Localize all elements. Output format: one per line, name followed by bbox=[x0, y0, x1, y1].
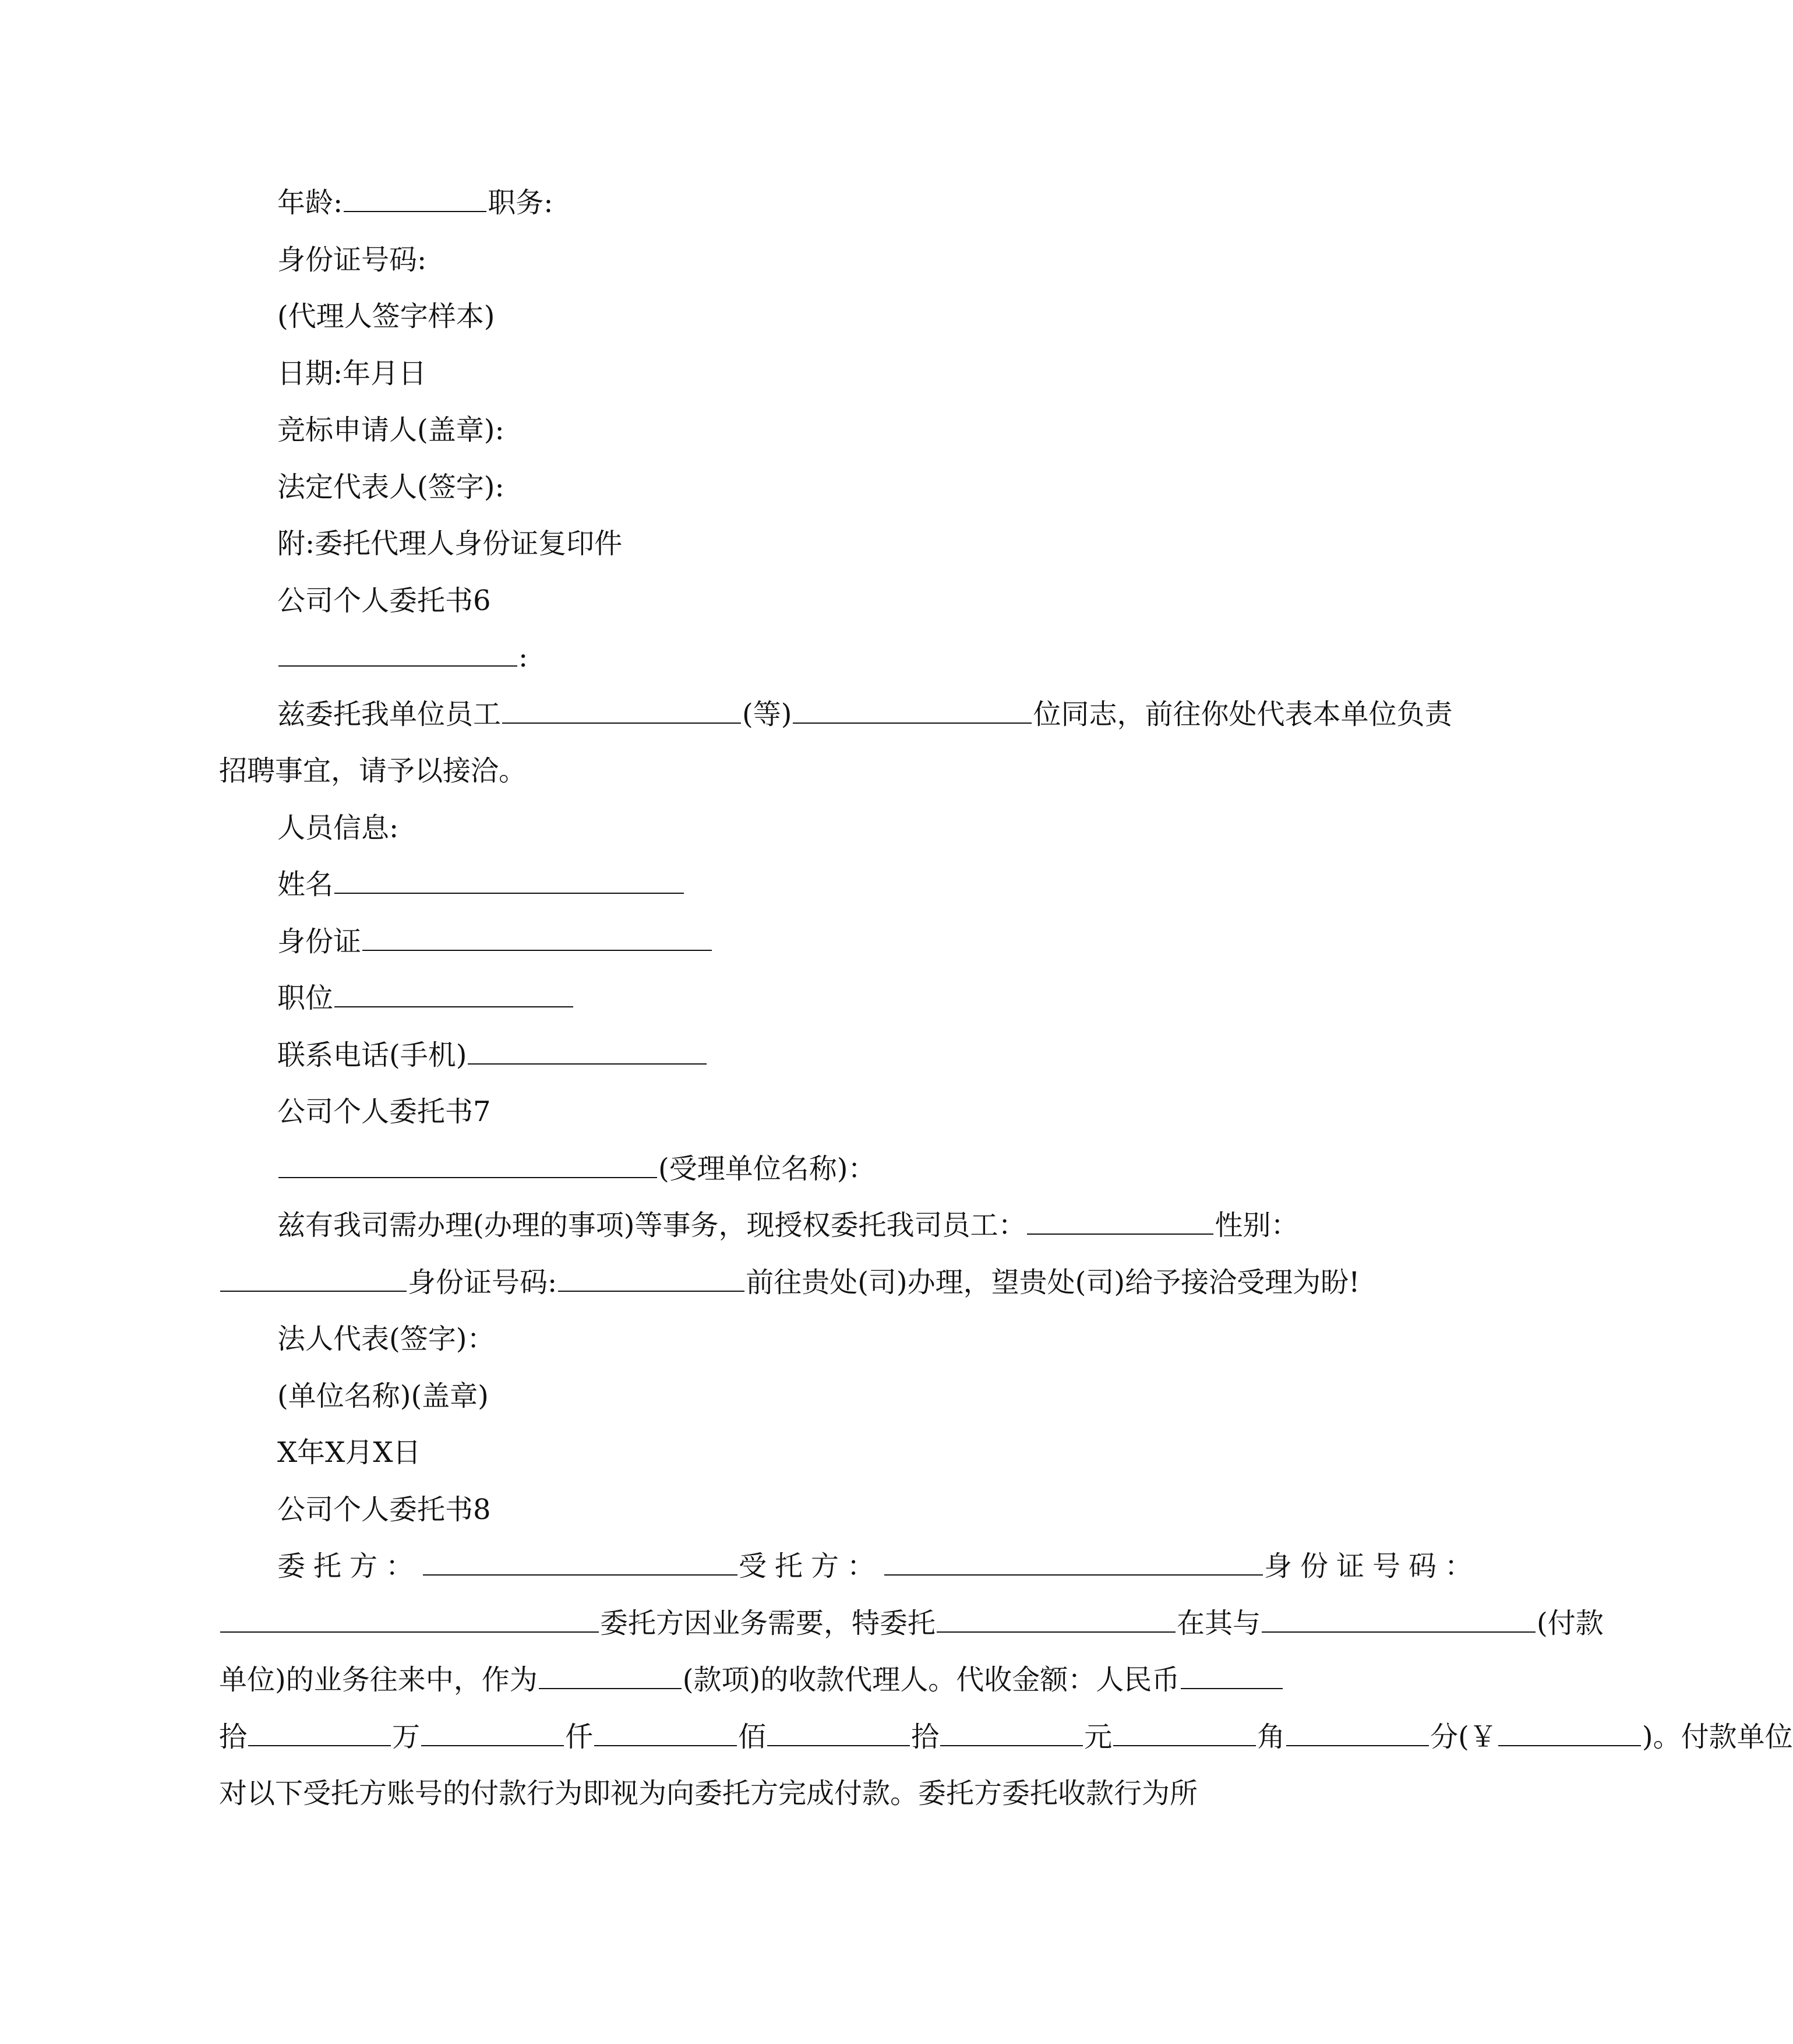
authorization-text-a: 兹有我司需办理(办理的事项)等事务，现授权委托我司员工： bbox=[277, 1209, 1026, 1242]
entrust-text-c: 位同志，前往你处代表本单位负责 bbox=[1033, 697, 1453, 731]
attachment-line: 附:委托代理人身份证复印件 bbox=[277, 527, 623, 560]
amount-blank-yen bbox=[1498, 1745, 1641, 1746]
entrust-text-a: 兹委托我单位员工 bbox=[277, 697, 502, 731]
amount-blank-yuan bbox=[940, 1745, 1083, 1746]
entrust-paragraph-line-2: 招聘事宜，请予以接洽。 bbox=[219, 755, 527, 787]
authorization-line-1 bbox=[219, 1197, 1299, 1254]
authorization-line-2 bbox=[219, 1254, 1360, 1312]
amount-qian: 仟 bbox=[565, 1720, 594, 1753]
agent-id-label: 身份证号码： bbox=[1264, 1550, 1481, 1583]
age-label: 年龄: bbox=[277, 186, 343, 219]
amount-blank-wan bbox=[248, 1745, 391, 1746]
position-blank bbox=[334, 1006, 573, 1007]
section-heading-7: 公司个人委托书7 bbox=[277, 1095, 491, 1128]
addressee-blank bbox=[278, 665, 517, 667]
agent-label: 受托方： bbox=[739, 1550, 884, 1583]
fund-type-blank bbox=[539, 1688, 682, 1689]
date-xyz-line: X年X月X日 bbox=[277, 1436, 421, 1469]
age-post-line bbox=[219, 175, 1227, 232]
amount-shi-2: 拾 bbox=[911, 1720, 940, 1753]
date-line: 日期:年月日 bbox=[277, 357, 427, 390]
principal-label: 委托方： bbox=[277, 1550, 422, 1583]
amount-blank-1 bbox=[1181, 1688, 1283, 1689]
amount-blank-bai bbox=[594, 1745, 737, 1746]
amount-blank-qian bbox=[421, 1745, 564, 1746]
amount-bai: 佰 bbox=[738, 1720, 767, 1753]
phone-label: 联系电话(手机) bbox=[277, 1038, 467, 1072]
employee-blank bbox=[502, 723, 741, 724]
receiving-unit-label: (受理单位名称)： bbox=[658, 1152, 876, 1185]
legal-rep-line: 法人代表(签字)： bbox=[277, 1323, 495, 1355]
id-field-line bbox=[219, 914, 1227, 971]
entrusted-party-blank bbox=[937, 1631, 1176, 1633]
bidder-seal-line: 竞标申请人(盖章): bbox=[277, 414, 504, 446]
position-label: 职位 bbox=[277, 982, 334, 1014]
principal-blank bbox=[423, 1574, 737, 1576]
id-number-blank bbox=[558, 1291, 744, 1292]
phone-blank bbox=[468, 1063, 707, 1065]
amount-blank-fen bbox=[1286, 1745, 1429, 1746]
legal-rep-sign-line: 法定代表人(签字): bbox=[277, 470, 504, 503]
payment-line-2 bbox=[219, 1652, 1227, 1709]
payment-text-c: (付款 bbox=[1537, 1606, 1604, 1640]
authorization-text-b: 前往贵处(司)办理，望贵处(司)给予接洽受理为盼! bbox=[746, 1266, 1360, 1299]
unit-seal-line: (单位名称)(盖章) bbox=[277, 1379, 489, 1412]
entrust-paragraph-line-1 bbox=[219, 686, 1453, 743]
age-blank bbox=[344, 211, 486, 212]
receiving-unit-blank bbox=[278, 1177, 657, 1178]
agent-id-blank bbox=[220, 1631, 599, 1633]
amount-jiao: 角 bbox=[1257, 1720, 1286, 1753]
payment-text-a: 委托方因业务需要，特委托 bbox=[600, 1606, 936, 1640]
agent-blank bbox=[884, 1574, 1263, 1576]
amount-blank-shi bbox=[767, 1745, 910, 1746]
amount-wan: 万 bbox=[392, 1720, 421, 1753]
payment-text-b: 在其与 bbox=[1177, 1606, 1261, 1640]
addressee-colon: : bbox=[518, 641, 528, 674]
phone-field-line bbox=[219, 1027, 1227, 1084]
name-label: 姓名 bbox=[277, 868, 334, 901]
count-blank bbox=[793, 723, 1032, 724]
receiving-unit-line bbox=[219, 1141, 1227, 1198]
payment-text-d: 单位)的业务往来中，作为 bbox=[219, 1664, 538, 1696]
payment-line-1 bbox=[219, 1595, 1604, 1652]
entrust-text-b: (等) bbox=[742, 697, 792, 731]
position-field-line bbox=[219, 970, 1227, 1027]
gender-blank bbox=[220, 1291, 407, 1292]
id-number-line: 身份证号码: bbox=[277, 243, 427, 276]
id-blank bbox=[362, 950, 712, 951]
payer-blank bbox=[1262, 1631, 1536, 1633]
amount-blank-jiao bbox=[1113, 1745, 1256, 1746]
amount-fen: 分(￥ bbox=[1430, 1720, 1497, 1753]
post-label: 职务: bbox=[488, 186, 553, 219]
name-blank bbox=[334, 893, 684, 894]
amount-line bbox=[219, 1709, 1793, 1766]
document-body bbox=[219, 175, 1793, 1823]
section-heading-6: 公司个人委托书6 bbox=[277, 584, 491, 617]
amount-yuan: 元 bbox=[1084, 1720, 1113, 1753]
gender-label: 性别： bbox=[1215, 1209, 1299, 1242]
amount-close: )。付款单位 bbox=[1642, 1720, 1793, 1753]
personnel-info-label: 人员信息: bbox=[277, 811, 399, 844]
employee-name-blank bbox=[1027, 1234, 1213, 1235]
addressee-line bbox=[219, 629, 1227, 686]
name-field-line bbox=[219, 857, 1227, 914]
payment-text-e: (款项)的收款代理人。代收金额：人民币 bbox=[682, 1664, 1180, 1696]
section-heading-8: 公司个人委托书8 bbox=[277, 1493, 491, 1526]
id-label: 身份证 bbox=[277, 925, 362, 958]
agent-signature-sample: (代理人签字样本) bbox=[277, 300, 495, 333]
id-number-label: 身份证号码: bbox=[408, 1266, 557, 1299]
parties-line bbox=[219, 1538, 1481, 1595]
amount-shi-1: 拾 bbox=[219, 1720, 248, 1753]
payment-line-4: 对以下受托方账号的付款行为即视为向委托方完成付款。委托方委托收款行为所 bbox=[219, 1777, 1198, 1810]
